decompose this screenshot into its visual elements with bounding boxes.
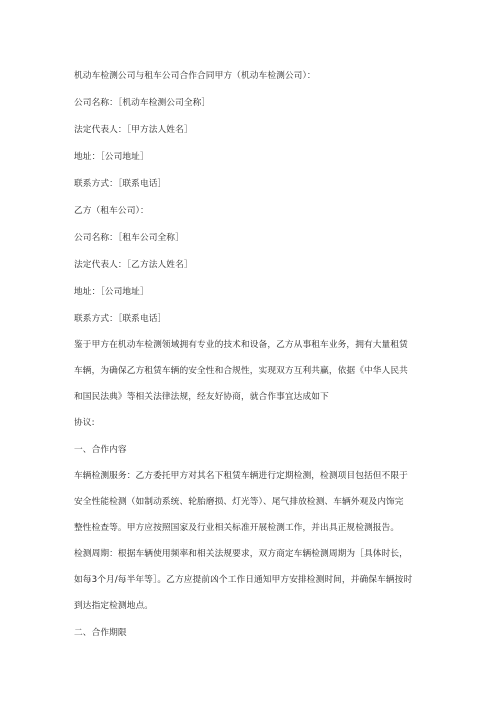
service-clause-line-1: 车辆检测服务：乙方委托甲方对其名下租赁车辆进行定期检测，检测项目包括但不限于	[74, 471, 408, 481]
cycle-clause-line-3: 到达指定检测地点。	[74, 601, 154, 611]
preamble-line-1: 鉴于甲方在机动车检测领域拥有专业的技术和设备，乙方从事租车业务，拥有大量租赁	[74, 340, 408, 350]
party-b-company-name: 公司名称：［租车公司全称］	[74, 233, 184, 243]
party-b-heading: 乙方（租车公司）：	[74, 206, 149, 216]
preamble-line-2: 车辆，为确保乙方租赁车辆的安全性和合规性，实现双方互利共赢，依据《中华人民共	[74, 366, 408, 376]
service-clause-line-3: 整性检查等。甲方应按照国家及行业相关标准开展检测工作，并出具正规检测报告。	[74, 523, 400, 533]
party-b-address: 地址：［公司地址］	[74, 287, 149, 297]
party-a-company-name: 公司名称：［机动车检测公司全称］	[74, 98, 211, 108]
section-1-heading: 一、合作内容	[74, 445, 127, 455]
cycle-clause-line-2: 如每3个月/每半年等］。乙方应提前凶个工作日通知甲方安排检测时间，并确保车辆按时	[74, 575, 413, 585]
cycle-clause-line-1: 检测周期：根据车辆使用频率和相关法规要求，双方商定车辆检测周期为［具体时长，	[74, 549, 408, 559]
service-clause-line-2: 安全性能检测（如制动系统、轮胎磨损、灯光等）、尾气排放检测、车辆外观及内饰完	[74, 497, 404, 507]
section-2-heading: 二、合作期限	[74, 628, 127, 638]
preamble-line-3: 和国民法典》等相关法律法规，经友好协商，就合作事宜达成如下	[74, 392, 329, 402]
contract-title: 机动车检测公司与租车公司合作合同甲方（机动车检测公司）：	[74, 71, 316, 81]
party-a-legal-rep: 法定代表人：［甲方法人姓名］	[74, 125, 193, 135]
agreement-label: 协议:	[74, 418, 95, 428]
party-a-address: 地址：［公司地址］	[74, 152, 149, 162]
party-a-contact: 联系方式：［联系电话］	[74, 179, 167, 189]
party-b-legal-rep: 法定代表人：［乙方法人姓名］	[74, 260, 193, 270]
party-b-contact: 联系方式：［联系电话］	[74, 314, 167, 324]
